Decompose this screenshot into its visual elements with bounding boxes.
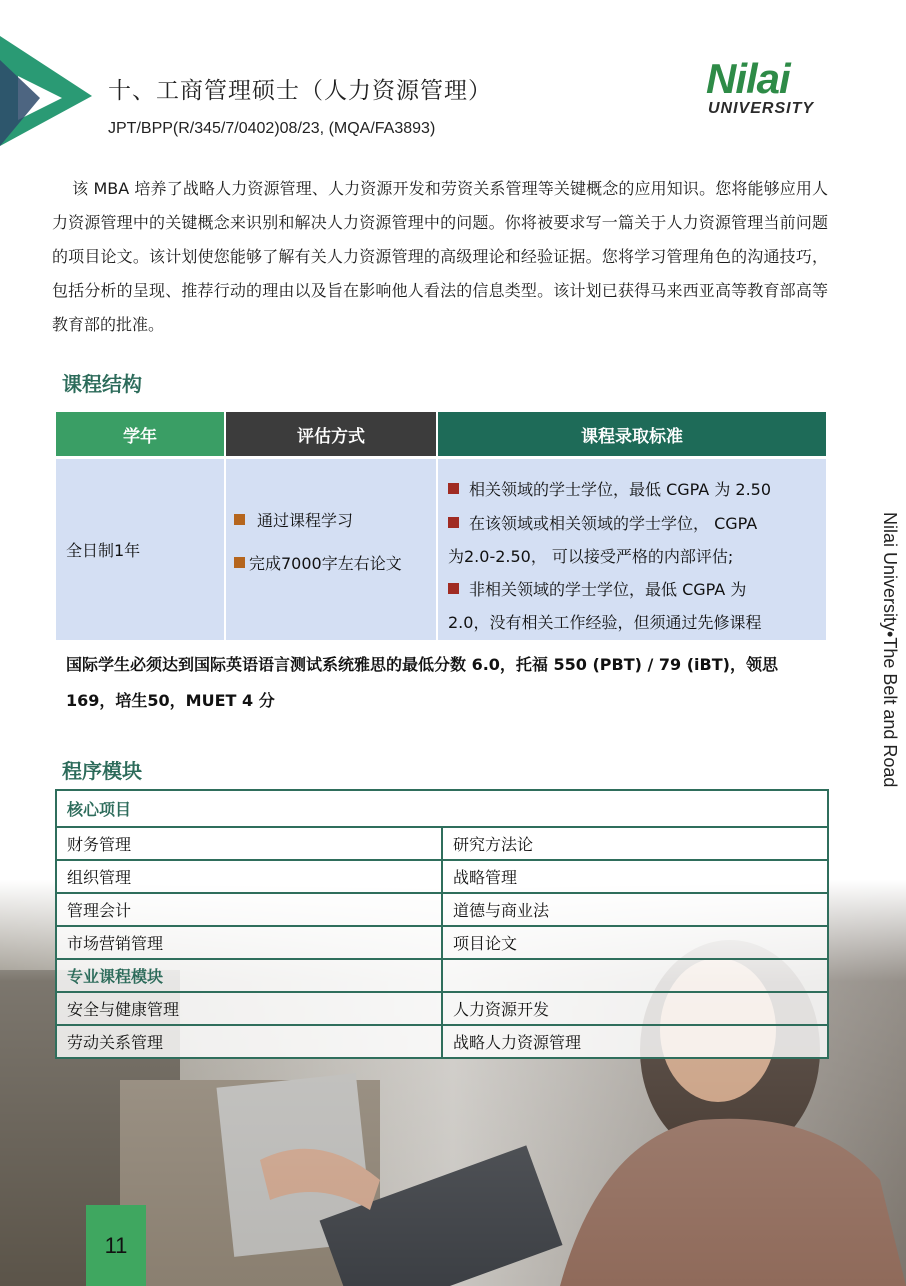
table-row — [57, 859, 827, 892]
empty-cell — [441, 960, 827, 991]
table-row — [57, 826, 827, 859]
core-title-row — [57, 791, 827, 826]
structure-body-row — [56, 459, 826, 640]
bullet-icon — [448, 483, 459, 494]
module-cell: 财务管理 — [67, 835, 132, 854]
criteria-item: 在该领域或相关领域的学士学位， CGPA — [448, 511, 757, 534]
modules-heading: 程序模块 — [62, 759, 142, 783]
table-row — [57, 1024, 827, 1057]
criteria-item: 相关领域的学士学位，最低 CGPA 为 2.50 — [448, 477, 771, 500]
university-logo — [700, 55, 830, 126]
criteria-cell — [438, 459, 826, 640]
assessment-item: 通过课程学习 — [234, 508, 353, 531]
page-number: 11 — [86, 1205, 146, 1286]
module-cell: 劳动关系管理 — [67, 1033, 164, 1052]
modules-table — [55, 789, 829, 1059]
module-cell: 人力资源开发 — [441, 993, 827, 1024]
module-cell: 战略人力资源管理 — [441, 1026, 827, 1057]
corner-arrow-icon — [0, 36, 100, 146]
module-cell: 组织管理 — [67, 868, 132, 887]
module-cell: 安全与健康管理 — [67, 1000, 180, 1019]
table-row — [57, 991, 827, 1024]
specialization-title-row — [57, 958, 827, 991]
module-cell: 战略管理 — [441, 861, 827, 892]
col-header-assessment: 评估方式 — [226, 412, 436, 456]
assessment-cell — [226, 459, 436, 640]
bullet-icon — [448, 583, 459, 594]
criteria-continuation: 为2.0-2.50， 可以接受严格的内部评估; — [448, 547, 734, 566]
col-header-year: 学年 — [56, 412, 224, 456]
module-cell: 项目论文 — [441, 927, 827, 958]
study-mode-cell — [56, 459, 224, 640]
intro-paragraph — [52, 172, 828, 342]
study-mode: 全日制1年 — [66, 541, 141, 560]
specialization-title: 专业课程模块 — [67, 967, 164, 986]
col-header-criteria: 课程录取标准 — [438, 412, 826, 456]
module-cell: 管理会计 — [67, 901, 132, 920]
core-title: 核心项目 — [67, 800, 132, 819]
side-caption: Nilai University•The Belt and Road — [880, 512, 900, 788]
bullet-icon — [234, 557, 245, 568]
intro-text: 该 MBA 培养了战略人力资源管理、人力资源开发和劳资关系管理等关键概念的应用知识。您将能够应用人力资源管理中的关键概念来识别和解决人力资源管理中的问题。你将被要求写一篇关于人力资源管理当前问题的项目论文。该计划使您能够了解有关人力资源管理的高级理论和经验证据。您将学习管理角色的沟通技巧，包括分析的呈现、推荐行动的理由以及旨在影响他人看法的信息类型。该计划已获得马来西亚高等教育部高等教育部的批准。 — [52, 179, 828, 334]
structure-table — [56, 412, 826, 640]
program-code: JPT/BPP(R/345/7/0402)08/23, (MQA/FA3893) — [108, 120, 436, 137]
module-cell: 研究方法论 — [441, 828, 827, 859]
bullet-icon — [234, 514, 245, 525]
criteria-item: 非相关领域的学士学位，最低 CGPA 为 — [448, 577, 746, 600]
table-row — [57, 925, 827, 958]
bullet-icon — [448, 517, 459, 528]
logo-subtitle: UNIVERSITY — [708, 100, 815, 117]
module-cell: 道德与商业法 — [441, 894, 827, 925]
logo-wordmark: Nilai — [706, 55, 790, 102]
table-row — [57, 892, 827, 925]
module-cell: 市场营销管理 — [67, 934, 164, 953]
language-requirement: 国际学生必须达到国际英语语言测试系统雅思的最低分数 6.0，托福 550 (PBT) / 79 (iBT)，领思169，培生50，MUET 4 分 — [66, 655, 778, 710]
structure-heading: 课程结构 — [62, 372, 142, 396]
assessment-item: 完成7000字左右论文 — [234, 551, 402, 574]
page-title: 十、工商管理硕士（人力资源管理） — [108, 78, 492, 104]
criteria-continuation: 2.0，没有相关工作经验，但须通过先修课程 — [448, 613, 762, 632]
structure-header-row — [56, 412, 826, 456]
